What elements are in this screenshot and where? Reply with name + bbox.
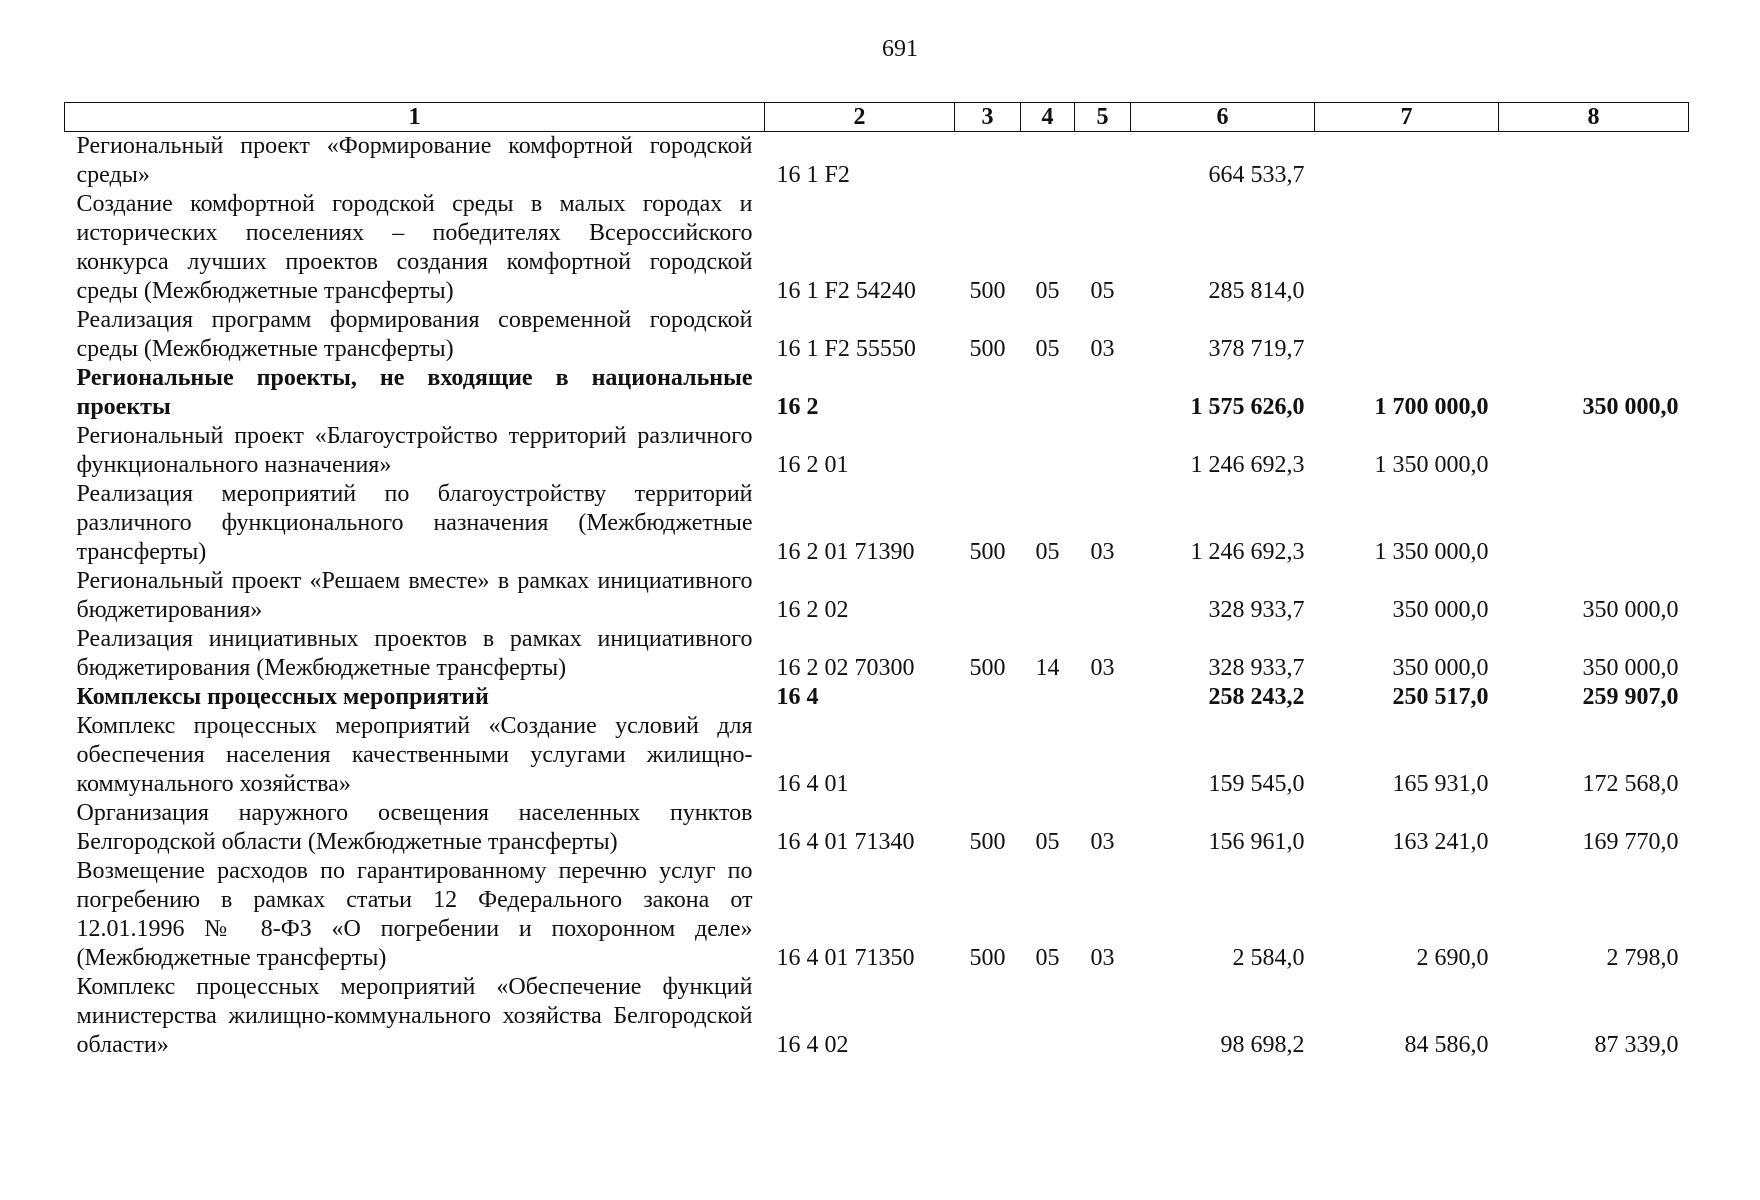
row-amount-col-8: 87 339,0 — [1594, 1032, 1679, 1058]
row-col-5 — [1075, 683, 1131, 712]
row-code: 16 2 01 71390 — [776, 539, 915, 565]
row-col-3 — [955, 567, 1021, 625]
row-col-3: 500 — [969, 278, 1006, 304]
row-code: 16 1 F2 — [776, 162, 850, 188]
row-col-4: 05 — [1035, 336, 1060, 362]
header-col-1: 1 — [65, 103, 765, 132]
row-amount-col-6: 285 814,0 — [1208, 278, 1305, 304]
row-col-4: 05 — [1035, 945, 1060, 971]
row-amount-col-7: 1 350 000,0 — [1374, 539, 1489, 565]
row-amount-col-7: 1 350 000,0 — [1374, 452, 1489, 478]
row-amount-col-7: 2 690,0 — [1416, 945, 1489, 971]
row-col-3 — [955, 132, 1021, 191]
row-col-3: 500 — [969, 655, 1006, 681]
row-code: 16 2 02 70300 — [776, 655, 915, 681]
row-col-5 — [1075, 422, 1131, 480]
header-col-5: 5 — [1075, 103, 1131, 132]
header-col-3: 3 — [955, 103, 1021, 132]
row-amount-col-7: 250 517,0 — [1392, 684, 1489, 710]
row-col-5 — [1075, 973, 1131, 1060]
table-row — [65, 306, 1689, 364]
table-row — [65, 480, 1689, 567]
row-col-5: 03 — [1090, 829, 1115, 855]
row-col-3 — [955, 683, 1021, 712]
row-col-3 — [955, 973, 1021, 1060]
row-amount-col-7: 165 931,0 — [1392, 771, 1489, 797]
row-col-3: 500 — [969, 829, 1006, 855]
table-row — [65, 857, 1689, 973]
row-name: Комплекс процессных мероприятий «Создание условий для обеспечения населения качественными услугами жилищно-коммунального хозяйства» — [76, 713, 753, 797]
row-col-3 — [955, 422, 1021, 480]
row-name: Комплекс процессных мероприятий «Обеспечение функций министерства жилищно-коммунального хозяйства Белгородской области» — [76, 974, 753, 1058]
row-col-3: 500 — [969, 539, 1006, 565]
row-amount-col-7 — [1315, 306, 1499, 364]
table-row — [65, 422, 1689, 480]
row-col-4: 05 — [1035, 829, 1060, 855]
row-amount-col-8: 2 798,0 — [1606, 945, 1679, 971]
row-amount-col-6: 378 719,7 — [1208, 336, 1305, 362]
row-amount-col-6: 2 584,0 — [1232, 945, 1305, 971]
row-amount-col-8: 350 000,0 — [1582, 597, 1679, 623]
row-code: 16 2 — [776, 394, 819, 420]
row-amount-col-6: 156 961,0 — [1208, 829, 1305, 855]
row-amount-col-8: 350 000,0 — [1582, 655, 1679, 681]
row-col-5: 03 — [1090, 539, 1115, 565]
row-amount-col-7: 350 000,0 — [1392, 597, 1489, 623]
row-col-4: 05 — [1035, 278, 1060, 304]
table-row — [65, 190, 1689, 306]
row-amount-col-7: 84 586,0 — [1404, 1032, 1489, 1058]
row-col-4 — [1021, 973, 1075, 1060]
row-code: 16 2 01 — [776, 452, 849, 478]
row-amount-col-6: 258 243,2 — [1208, 684, 1305, 710]
row-col-5: 05 — [1090, 278, 1115, 304]
row-name: Региональный проект «Формирование комфортной городской среды» — [76, 133, 753, 188]
row-col-5: 03 — [1090, 945, 1115, 971]
row-amount-col-6: 98 698,2 — [1220, 1032, 1305, 1058]
row-col-4 — [1021, 567, 1075, 625]
row-col-3 — [955, 364, 1021, 422]
row-amount-col-8: 259 907,0 — [1582, 684, 1679, 710]
row-code: 16 4 02 — [776, 1032, 849, 1058]
row-amount-col-6: 328 933,7 — [1208, 597, 1305, 623]
page-number: 691 — [882, 36, 918, 62]
row-amount-col-8: 172 568,0 — [1582, 771, 1679, 797]
header-col-7: 7 — [1315, 103, 1499, 132]
row-amount-col-6: 328 933,7 — [1208, 655, 1305, 681]
row-col-5: 03 — [1090, 336, 1115, 362]
row-code: 16 1 F2 55550 — [776, 336, 916, 362]
row-name: Региональный проект «Благоустройство территорий различного функционального назначения» — [76, 423, 753, 478]
header-col-8: 8 — [1499, 103, 1689, 132]
table-header — [65, 103, 1689, 132]
row-amount-col-8 — [1499, 132, 1689, 191]
row-col-4 — [1021, 132, 1075, 191]
row-name: Комплексы процессных мероприятий — [76, 684, 489, 710]
row-amount-col-7 — [1315, 132, 1499, 191]
row-col-4 — [1021, 422, 1075, 480]
row-amount-col-6: 1 246 692,3 — [1190, 539, 1305, 565]
row-col-5 — [1075, 712, 1131, 799]
header-col-6: 6 — [1131, 103, 1315, 132]
table-body — [65, 132, 1689, 1061]
row-amount-col-8 — [1499, 190, 1689, 306]
row-name: Региональный проект «Решаем вместе» в рамках инициативного бюджетирования» — [76, 568, 753, 623]
row-amount-col-8 — [1499, 306, 1689, 364]
row-amount-col-8 — [1499, 422, 1689, 480]
row-col-5 — [1075, 364, 1131, 422]
row-col-4 — [1021, 683, 1075, 712]
row-code: 16 4 — [776, 684, 819, 710]
row-col-4: 14 — [1035, 655, 1060, 681]
table-row — [65, 364, 1689, 422]
row-amount-col-6: 1 575 626,0 — [1190, 394, 1305, 420]
row-col-5: 03 — [1090, 655, 1115, 681]
row-amount-col-7: 163 241,0 — [1392, 829, 1489, 855]
row-col-5 — [1075, 132, 1131, 191]
row-amount-col-7 — [1315, 190, 1499, 306]
table-row — [65, 973, 1689, 1060]
budget-table — [64, 102, 1689, 1060]
row-name: Организация наружного освещения населенных пунктов Белгородской области (Межбюджетные трансферты) — [76, 800, 753, 855]
row-name: Возмещение расходов по гарантированному перечню услуг по погребению в рамках статьи 12 Федерального закона от 12.01.1996 № 8-ФЗ «О погребении и похоронном деле» (Межбюджетные трансферты) — [76, 858, 753, 971]
header-col-2: 2 — [765, 103, 955, 132]
row-col-3 — [955, 712, 1021, 799]
table-row — [65, 799, 1689, 857]
row-code: 16 2 02 — [776, 597, 849, 623]
table-row — [65, 132, 1689, 191]
row-col-4: 05 — [1035, 539, 1060, 565]
header-col-4: 4 — [1021, 103, 1075, 132]
row-name: Реализация мероприятий по благоустройству территорий различного функционального назначения (Межбюджетные трансферты) — [76, 481, 753, 565]
row-amount-col-6: 1 246 692,3 — [1190, 452, 1305, 478]
row-name: Региональные проекты, не входящие в национальные проекты — [76, 365, 753, 420]
row-name: Реализация инициативных проектов в рамках инициативного бюджетирования (Межбюджетные трансферты) — [76, 626, 753, 681]
row-amount-col-6: 159 545,0 — [1208, 771, 1305, 797]
table-row — [65, 683, 1689, 712]
row-amount-col-8: 169 770,0 — [1582, 829, 1679, 855]
row-col-5 — [1075, 567, 1131, 625]
table-row — [65, 712, 1689, 799]
table-row — [65, 567, 1689, 625]
table-row — [65, 625, 1689, 683]
row-col-3: 500 — [969, 336, 1006, 362]
row-col-4 — [1021, 364, 1075, 422]
row-amount-col-7: 1 700 000,0 — [1374, 394, 1489, 420]
header-row — [65, 103, 1689, 132]
row-name: Создание комфортной городской среды в малых городах и исторических поселениях – победителях Всероссийского конкурса лучших проектов создания комфортной городской среды (Межбюджетные трансферты) — [76, 191, 753, 304]
row-code: 16 4 01 71350 — [776, 945, 915, 971]
row-amount-col-8: 350 000,0 — [1582, 394, 1679, 420]
row-col-3: 500 — [969, 945, 1006, 971]
row-code: 16 1 F2 54240 — [776, 278, 916, 304]
row-code: 16 4 01 — [776, 771, 849, 797]
row-amount-col-6: 664 533,7 — [1208, 162, 1305, 188]
row-code: 16 4 01 71340 — [776, 829, 915, 855]
row-col-4 — [1021, 712, 1075, 799]
row-amount-col-8 — [1499, 480, 1689, 567]
row-name: Реализация программ формирования современной городской среды (Межбюджетные трансферты) — [76, 307, 753, 362]
row-amount-col-7: 350 000,0 — [1392, 655, 1489, 681]
